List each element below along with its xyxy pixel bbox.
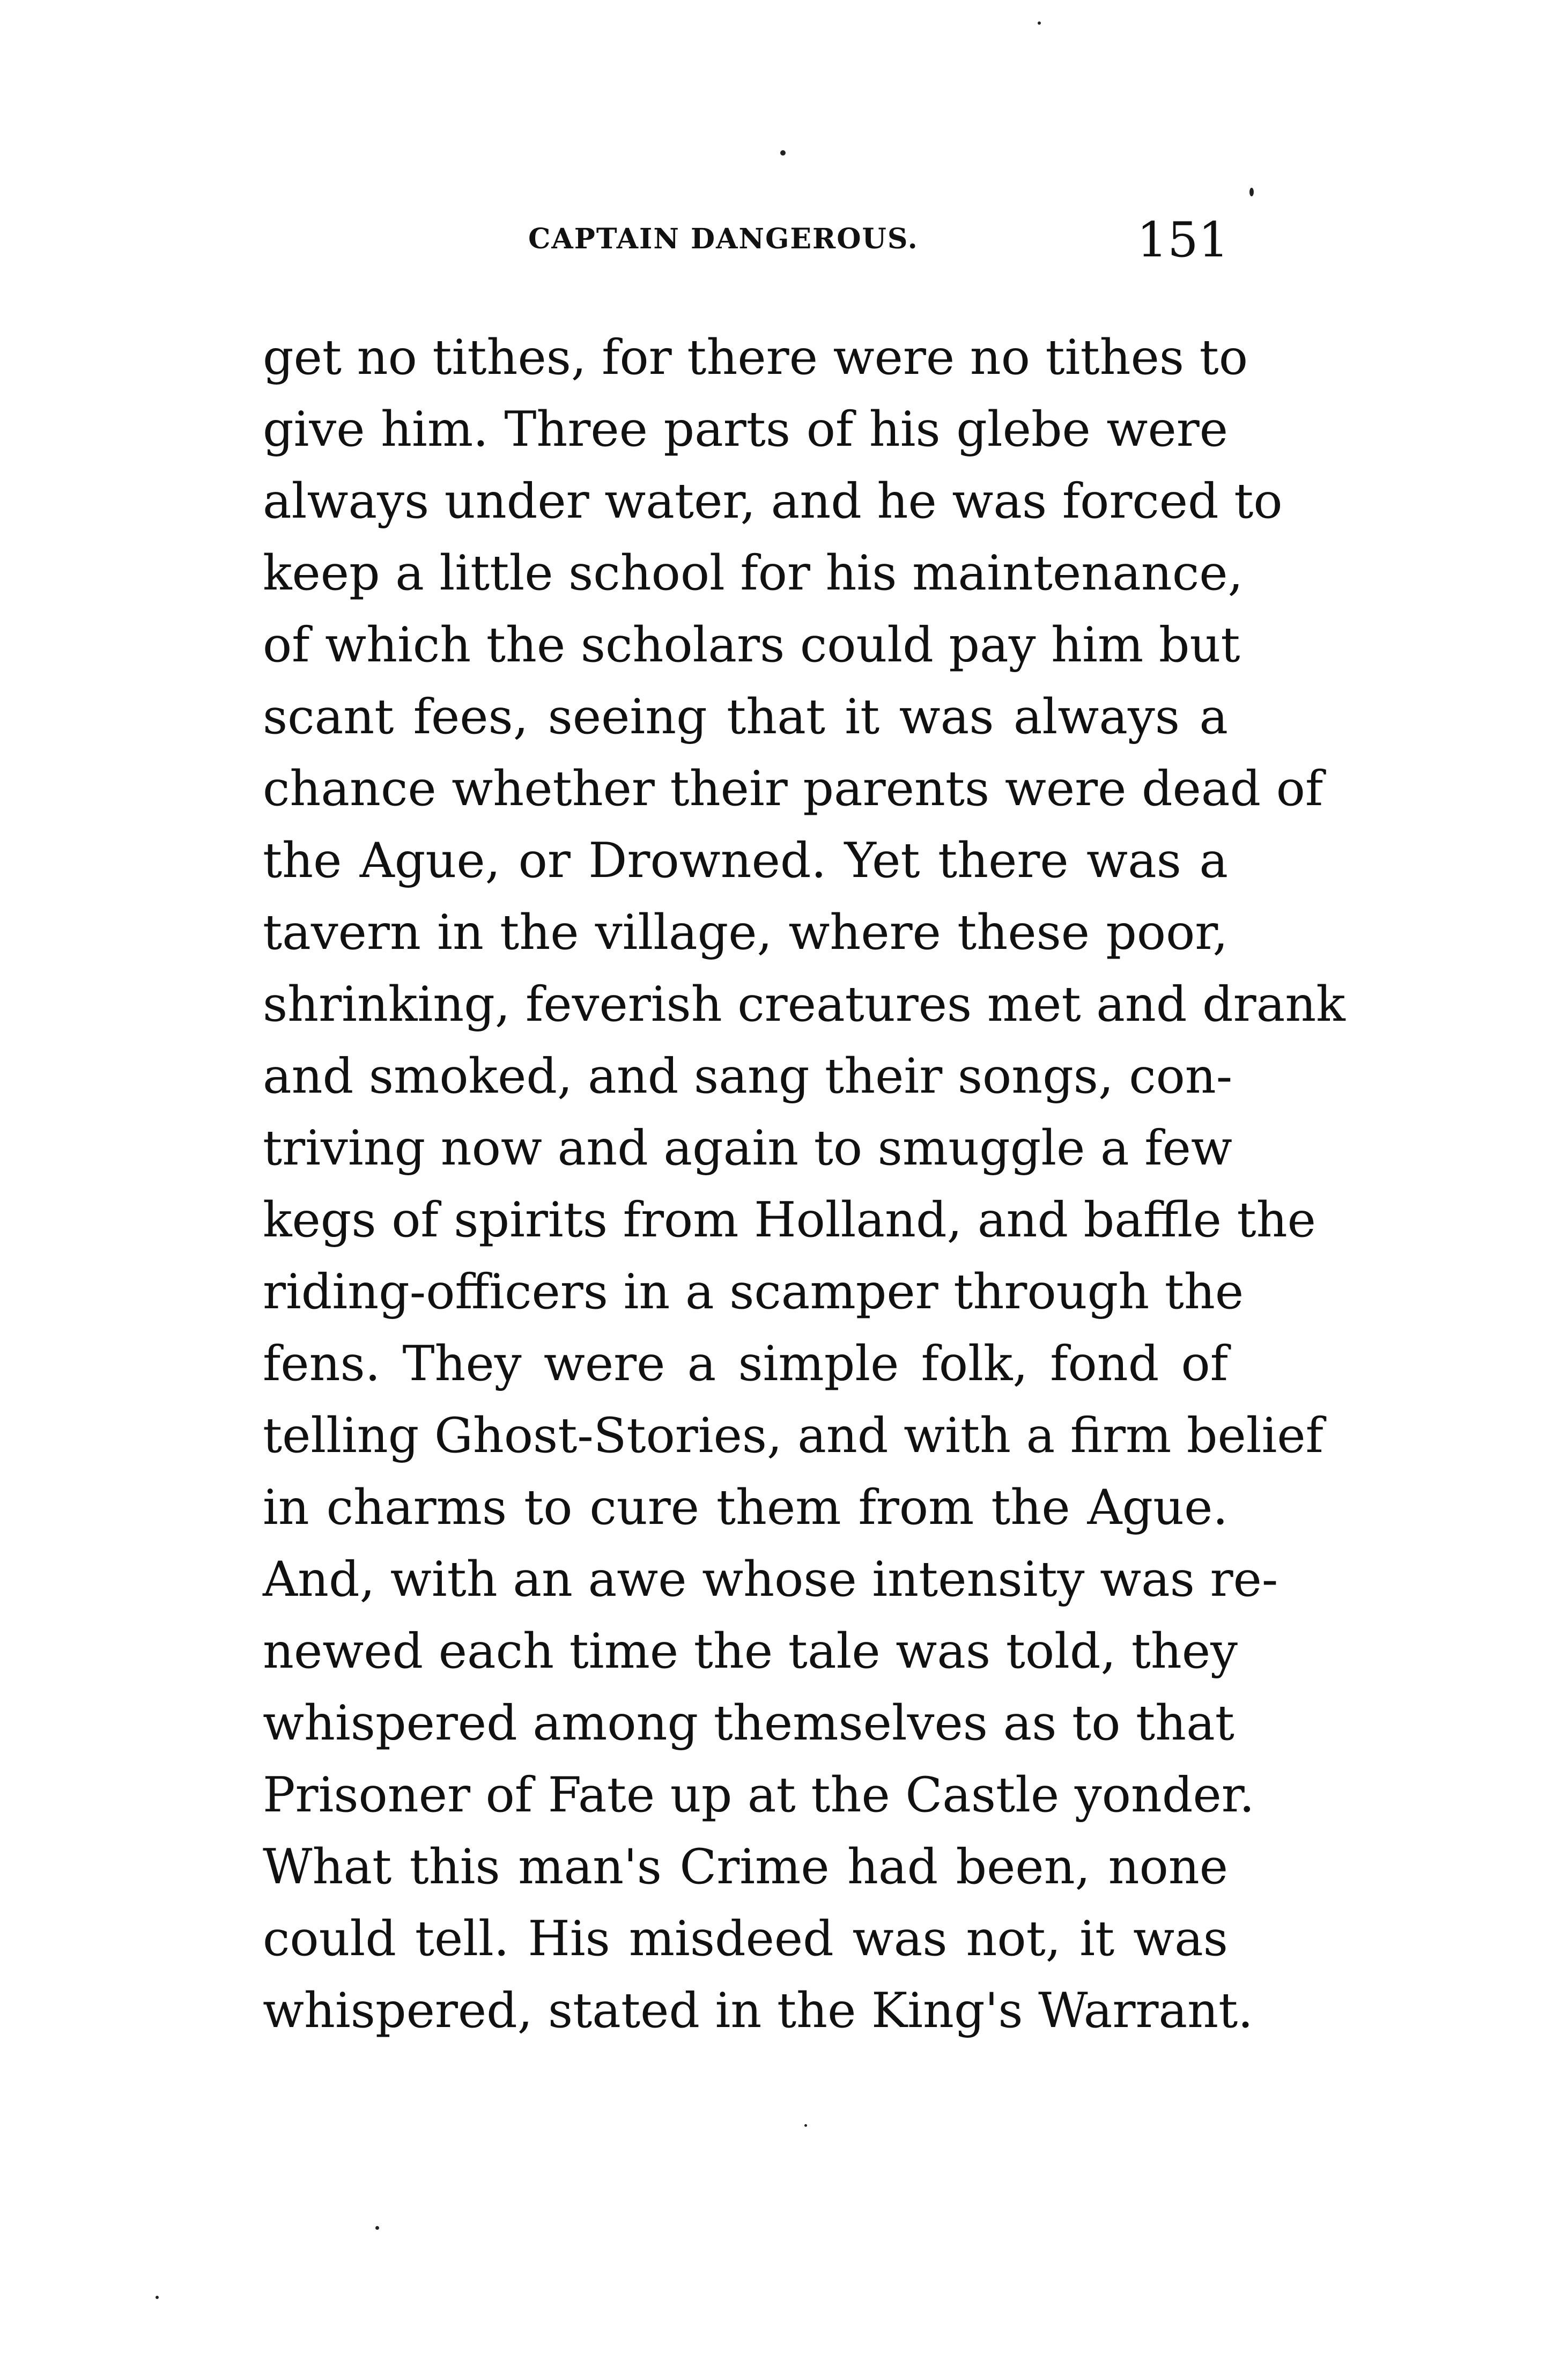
body-text (263, 322, 1345, 2047)
text-line: And, with an awe whose intensity was re- (263, 1551, 1278, 1608)
running-title: CAPTAIN DANGEROUS. (528, 223, 919, 255)
text-line: the Ague, or Drowned. Yet there was a (263, 832, 1228, 889)
text-line: telling Ghost-Stories, and with a firm belief (263, 1407, 1323, 1464)
text-line: What this man's Crime had been, none (263, 1839, 1228, 1895)
page-number: 151 (1137, 212, 1229, 268)
text-line: get no tithes, for there were no tithes to (263, 329, 1248, 386)
print-speck (780, 150, 786, 156)
print-speck (156, 2296, 159, 2299)
print-speck (804, 2124, 807, 2127)
text-line: keep a little school for his maintenance, (263, 545, 1244, 601)
text-line: scant fees, seeing that it was always a (263, 689, 1228, 745)
text-line: of which the scholars could pay him but (263, 617, 1240, 673)
text-line: tavern in the village, where these poor, (263, 904, 1228, 961)
text-line: Prisoner of Fate up at the Castle yonder. (263, 1767, 1255, 1823)
text-line: kegs of spirits from Holland, and baffle the (263, 1192, 1316, 1248)
text-line: give him. Three parts of his glebe were (263, 401, 1228, 458)
text-line: fens. They were a simple folk, fond of (263, 1336, 1228, 1392)
text-line: riding-officers in a scamper through the (263, 1264, 1244, 1320)
text-line: could tell. His misdeed was not, it was (263, 1911, 1228, 1967)
text-line: triving now and again to smuggle a few (263, 1120, 1232, 1176)
text-line: whispered, stated in the King's Warrant. (263, 1983, 1253, 2039)
print-speck (1249, 188, 1254, 196)
text-line: in charms to cure them from the Ague. (263, 1479, 1228, 1536)
print-speck (1038, 21, 1041, 25)
text-line: newed each time the tale was told, they (263, 1623, 1238, 1679)
text-line: chance whether their parents were dead of (263, 761, 1323, 817)
text-line: shrinking, feverish creatures met and drank (263, 976, 1345, 1033)
print-speck (375, 2226, 379, 2230)
text-line: always under water, and he was forced to (263, 473, 1283, 529)
text-line: and smoked, and sang their songs, con- (263, 1048, 1233, 1104)
text-line: whispered among themselves as to that (263, 1695, 1234, 1751)
